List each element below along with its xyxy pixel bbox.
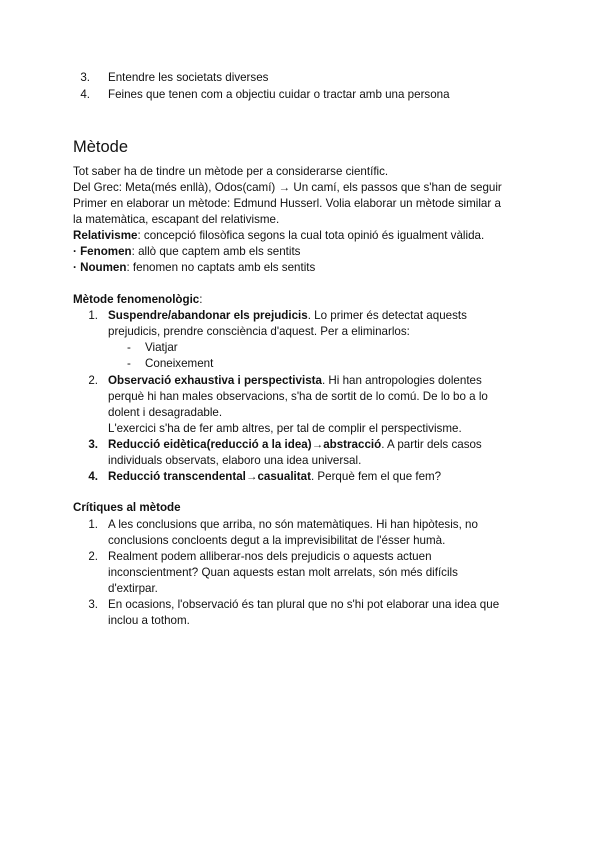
sub-item: Viatjar xyxy=(145,341,178,354)
list-number: 2. xyxy=(88,550,98,563)
list-number: 3. xyxy=(88,598,98,611)
term: Suspendre/abandonar els prejudicis xyxy=(108,309,308,322)
term: Reducció eidètica(reducció a la idea)→abstracció xyxy=(108,438,382,451)
list-item: En ocasions, l'observació és tan plural que no s'hi pot elaborar una idea que xyxy=(108,598,500,611)
list-item-line: perquè hi han males observacions, s'ha de sortit de lo comú. De lo bo a lo xyxy=(108,390,488,403)
list-item: A les conclusions que arriba, no són matemàtiques. Hi han hipòtesis, no xyxy=(108,518,478,531)
term: · Fenomen xyxy=(73,245,132,258)
subsection-title: Crítiques al mètode xyxy=(73,501,181,514)
subsection-title xyxy=(73,292,202,308)
paragraph-line: Primer en elaborar un mètode: Edmund Husserl. Volia elaborar un mètode similar a xyxy=(73,197,501,210)
list-item-line: d'extirpar. xyxy=(108,582,158,595)
list-item xyxy=(108,437,482,453)
list-item-line: inconscientment? Quan aquests estan molt arrelats, són més difícils xyxy=(108,566,458,579)
item-text: . Hi han antropologies dolentes xyxy=(321,374,482,387)
list-number: 1. xyxy=(88,309,98,322)
section-heading: Mètode xyxy=(73,138,129,156)
list-item: Feines que tenen com a objectiu cuidar o tractar amb una persona xyxy=(108,88,450,101)
list-number: 4. xyxy=(88,470,98,483)
list-item: Realment podem alliberar-nos dels prejudicis o aquests actuen xyxy=(108,550,432,563)
term: Reducció transcendental→casualitat xyxy=(108,470,311,483)
list-item-line: prejudicis, prendre consciència d'aquest. Per a eliminarlos: xyxy=(108,325,410,338)
paragraph-line: la matemàtica, escapant del relativisme. xyxy=(73,213,280,226)
item-text: . A partir dels casos xyxy=(381,438,482,451)
colon: : xyxy=(199,293,203,306)
list-item-line: L'exercici s'ha de fer amb altres, per tal de complir el perspectivisme. xyxy=(108,422,462,435)
item-text: . Lo primer és detectat aquests xyxy=(307,309,467,322)
list-number: 1. xyxy=(88,518,98,531)
paragraph-line: Tot saber ha de tindre un mètode per a considerarse científic. xyxy=(73,165,389,178)
list-item-line: conclusions concloents degut a la imprevisibilitat de l'ésser humà. xyxy=(108,534,446,547)
list-number: 4. xyxy=(80,88,90,101)
item-text: . Perquè fem el que fem? xyxy=(310,470,442,483)
list-item-line: individuals observats, elaboro una idea universal. xyxy=(108,454,362,467)
term: Observació exhaustiva i perspectivista xyxy=(108,374,322,387)
term: Relativisme xyxy=(73,229,138,242)
sub-item: Coneixement xyxy=(145,357,214,370)
definition-relativisme xyxy=(73,228,484,244)
list-number: 2. xyxy=(88,374,98,387)
sub-bullet: - xyxy=(127,357,131,370)
list-item xyxy=(108,469,441,485)
list-item xyxy=(108,373,482,389)
list-item xyxy=(108,308,467,324)
sub-bullet: - xyxy=(127,341,131,354)
term: · Noumen xyxy=(73,261,127,274)
definition-text: : concepció filosòfica segons la cual tota opinió és igualment vàlida. xyxy=(137,229,485,242)
list-item-line: inclou a tothom. xyxy=(108,614,190,627)
definition-noumen xyxy=(73,260,315,276)
subsection-title-text: Mètode fenomenològic xyxy=(73,293,200,306)
list-item-line: dolent i desagradable. xyxy=(108,406,223,419)
list-number: 3. xyxy=(80,71,90,84)
definition-text: : allò que captem amb els sentits xyxy=(131,245,301,258)
paragraph-line: Del Grec: Meta(més enllà), Odos(camí) → Un camí, els passos que s'han de seguir xyxy=(73,181,502,194)
list-number: 3. xyxy=(88,438,98,451)
definition-text: : fenomen no captats amb els sentits xyxy=(126,261,316,274)
definition-fenomen xyxy=(73,244,300,260)
list-item: Entendre les societats diverses xyxy=(108,71,269,84)
